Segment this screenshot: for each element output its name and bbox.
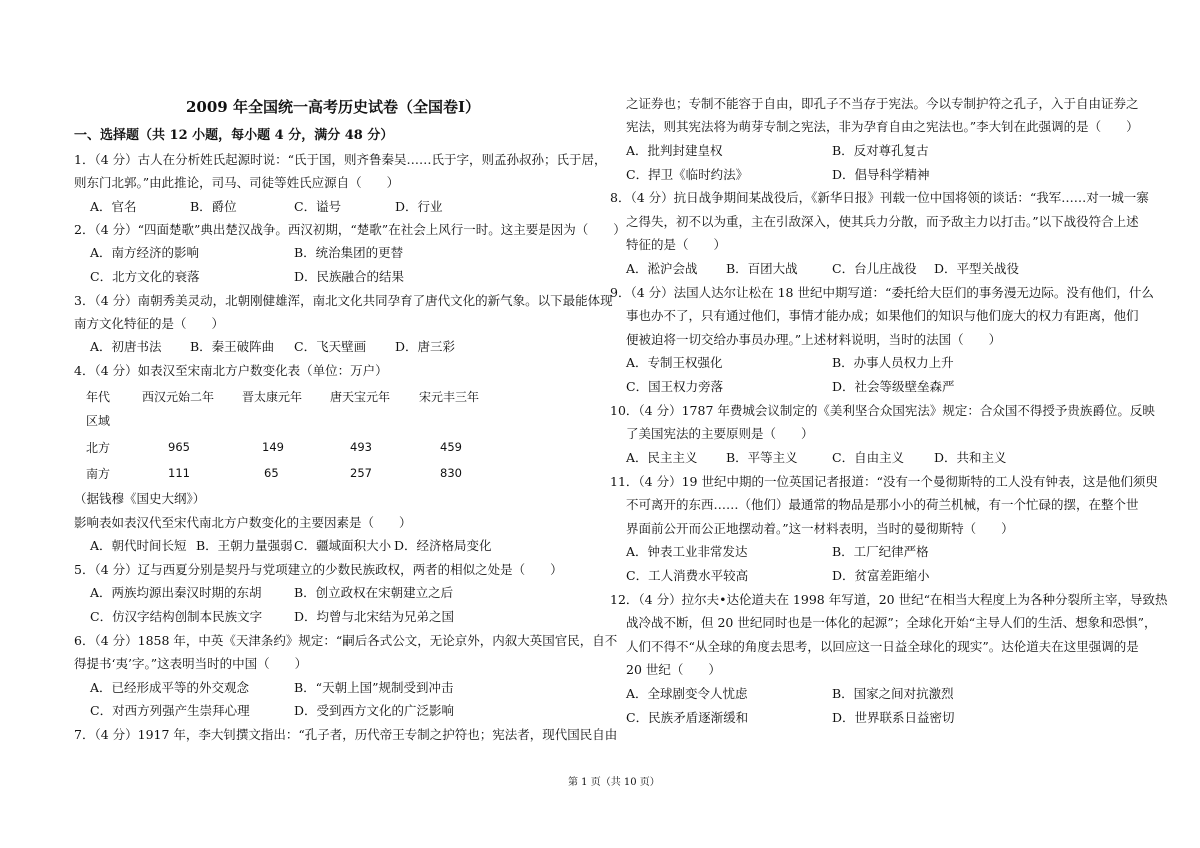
question-12-option-c[interactable]: C．民族矛盾逐渐缓和 (626, 710, 749, 725)
question-5-option-a[interactable]: A．两族均源出秦汉时期的东胡 (90, 585, 262, 600)
question-12-option-d[interactable]: D．世界联系日益密切 (832, 710, 955, 725)
question-9-option-b[interactable]: B．办事人员权力上升 (832, 355, 954, 370)
table-header-era: 年代 (86, 390, 111, 404)
table-header-region: 区域 (86, 414, 111, 428)
question-8-option-b[interactable]: B．百团大战 (726, 261, 798, 276)
question-2-option-b[interactable]: B．统治集团的更替 (294, 245, 404, 260)
table-row-north-label: 北方 (86, 441, 111, 455)
table-cell-north-1: 965 (168, 440, 190, 454)
page-footer: 第 1 页（共 10 页） (568, 777, 660, 788)
question-10-line-2: 了美国宪法的主要原则是（ ） (626, 426, 814, 441)
question-8-line-2: 之得失，初不以为重，主在引敌深入，使其兵力分散，而予敌主力以打击。”以下战役符合上述 (626, 214, 1139, 229)
question-8-line-1: 8．（4 分）抗日战争期间某战役后，《新华日报》刊载一位中国将领的谈话：“我军……对一城一寨 (610, 190, 1149, 205)
question-1-option-a[interactable]: A．官名 (90, 199, 137, 214)
table-cell-north-4: 459 (440, 440, 462, 454)
question-9-option-d[interactable]: D．社会等级壁垒森严 (832, 379, 955, 394)
question-9-option-c[interactable]: C．国王权力旁落 (626, 379, 724, 394)
question-8-option-c[interactable]: C．台儿庄战役 (832, 261, 917, 276)
question-1-line-2: 则东门北郭。”由此推论，司马、司徒等姓氏应源自（ ） (74, 175, 400, 190)
question-1-line-1: 1．（4 分）古人在分析姓氏起源时说：“氏于国，则齐鲁秦吴……氏于字，则孟孙叔孙；氏于居， (74, 152, 607, 167)
question-3-line-2: 南方文化特征的是（ ） (74, 316, 225, 331)
question-10-option-a[interactable]: A．民主主义 (626, 450, 698, 465)
question-12-line-4: 20 世纪（ ） (626, 662, 721, 677)
question-11-option-b[interactable]: B．工厂纪律严格 (832, 544, 929, 559)
question-7-line-3: 宪法，则其宪法将为萌芽专制之宪法，非为孕育自由之宪法也。”李大钊在此强调的是（ ） (626, 119, 1139, 134)
section-heading: 一、选择题（共 12 小题，每小题 4 分，满分 48 分） (74, 128, 394, 143)
question-11-option-c[interactable]: C．工人消费水平较高 (626, 568, 749, 583)
table-cell-south-2: 65 (264, 466, 279, 480)
table-cell-south-3: 257 (350, 466, 372, 480)
question-9-option-a[interactable]: A．专制王权强化 (626, 355, 723, 370)
question-12-option-b[interactable]: B．国家之间对抗激烈 (832, 686, 954, 701)
question-3-line-1: 3．（4 分）南朝秀美灵动，北朝刚健雄浑，南北文化共同孕育了唐代文化的新气象。以下最能体现 (74, 293, 613, 308)
question-6-option-d[interactable]: D．受到西方文化的广泛影响 (294, 703, 455, 718)
question-4-question: 影响表如表汉代至宋代南北方户数变化的主要因素是（ ） (74, 515, 412, 530)
question-6-option-c[interactable]: C．对西方列强产生崇拜心理 (90, 703, 250, 718)
table-cell-north-2: 149 (262, 440, 284, 454)
question-2-option-c[interactable]: C．北方文化的衰落 (90, 269, 200, 284)
table-cell-north-3: 493 (350, 440, 372, 454)
question-6-line-1: 6．（4 分）1858 年，中英《天津条约》规定：“嗣后各式公文，无论京外，内叙大英国官民，自不 (74, 633, 618, 648)
question-3-option-c[interactable]: C．飞天壁画 (294, 339, 367, 354)
question-11-line-1: 11．（4 分）19 世纪中期的一位英国记者报道：“没有一个曼彻斯特的工人没有钟表，这是他们须臾 (610, 474, 1158, 489)
question-4-option-b[interactable]: B．王朝力量强弱 (196, 538, 293, 553)
table-header-col-4: 宋元丰三年 (419, 390, 480, 404)
question-4-option-c[interactable]: C．疆域面积大小 (294, 538, 392, 553)
question-10-line-1: 10．（4 分）1787 年费城会议制定的《美利坚合众国宪法》规定：合众国不得授予贵族爵位。反映 (610, 403, 1155, 418)
question-3-option-d[interactable]: D．唐三彩 (395, 339, 456, 354)
question-4-option-a[interactable]: A．朝代时间长短 (90, 538, 187, 553)
question-5-option-b[interactable]: B．创立政权在宋朝建立之后 (294, 585, 454, 600)
household-table (74, 384, 534, 494)
question-1-option-c[interactable]: C．谥号 (294, 199, 342, 214)
question-1-option-d[interactable]: D．行业 (395, 199, 443, 214)
question-11-option-d[interactable]: D．贫富差距缩小 (832, 568, 930, 583)
question-8-option-d[interactable]: D．平型关战役 (934, 261, 1020, 276)
question-5-line-1: 5．（4 分）辽与西夏分别是契丹与党项建立的少数民族政权，两者的相似之处是（ ） (74, 562, 563, 577)
question-1-option-b[interactable]: B．爵位 (190, 199, 237, 214)
question-2-option-d[interactable]: D．民族融合的结果 (294, 269, 405, 284)
question-4-option-d[interactable]: D．经济格局变化 (394, 538, 492, 553)
question-6-option-b[interactable]: B．“天朝上国”规制受到冲击 (294, 680, 454, 695)
question-7-option-d[interactable]: D．倡导科学精神 (832, 167, 930, 182)
question-6-line-2: 得提书‘夷’字。”这表明当时的中国（ ） (74, 656, 308, 671)
question-7-line-2: 之证券也；专制不能容于自由，即孔子不当存于宪法。今以专制护符之孔子，入于自由证券之 (626, 96, 1139, 111)
question-10-option-c[interactable]: C．自由主义 (832, 450, 905, 465)
question-4-line-1: 4．（4 分）如表汉至宋南北方户数变化表（单位：万户） (74, 363, 388, 378)
page-title: 2009 年全国统一高考历史试卷（全国卷Ⅰ） (186, 98, 480, 116)
question-11-line-3: 界面前公开而公正地摆动着。”这一材料表明，当时的曼彻斯特（ ） (626, 521, 1014, 536)
question-7-option-b[interactable]: B．反对尊孔复古 (832, 143, 929, 158)
question-9-line-2: 事也办不了，只有通过他们，事情才能办成；如果他们的知识与他们庞大的权力有距离，他们 (626, 308, 1139, 323)
question-3-option-a[interactable]: A．初唐书法 (90, 339, 162, 354)
table-row-south-label: 南方 (86, 467, 111, 481)
question-11-line-2: 不可离开的东西……（他们）最通常的物品是那小小的荷兰机械，有一个忙碌的摆，在整个世 (626, 497, 1139, 512)
question-11-option-a[interactable]: A．钟表工业非常发达 (626, 544, 748, 559)
table-header-col-2: 晋太康元年 (242, 390, 303, 404)
question-10-option-b[interactable]: B．平等主义 (726, 450, 798, 465)
question-12-line-2: 战冷战不断，但 20 世纪同时也是一体化的起源”；全球化开始“主导人们的生活、想象和恐惧”， (626, 615, 1157, 630)
question-9-line-3: 便被迫将一切交给办事员办理。”上述材料说明，当时的法国（ ） (626, 332, 1002, 347)
question-2-line-1: 2．（4 分）“四面楚歌”典出楚汉战争。西汉初期，“楚歌”在社会上风行一时。这主要是因为（ ） (74, 222, 626, 237)
question-3-option-b[interactable]: B．秦王破阵曲 (190, 339, 275, 354)
table-cell-south-4: 830 (440, 466, 462, 480)
table-header-col-1: 西汉元始二年 (142, 390, 215, 404)
question-12-line-3: 人们不得不“从全球的角度去思考，以回应这一日益全球化的现实”。达伦道夫在这里强调的是 (626, 639, 1139, 654)
question-4-source: （据钱穆《国史大纲》） (74, 491, 206, 506)
question-10-option-d[interactable]: D．共和主义 (934, 450, 1007, 465)
question-2-option-a[interactable]: A．南方经济的影响 (90, 245, 200, 260)
question-7-option-a[interactable]: A．批判封建皇权 (626, 143, 723, 158)
question-5-option-c[interactable]: C．仿汉字结构创制本民族文字 (90, 609, 263, 624)
question-6-option-a[interactable]: A．已经形成平等的外交观念 (90, 680, 250, 695)
question-7-line-1: 7．（4 分）1917 年，李大钊撰文指出：“孔子者，历代帝王专制之护符也；宪法者，现代国民自由 (74, 727, 618, 742)
question-8-line-3: 特征的是（ ） (626, 237, 727, 252)
question-7-option-c[interactable]: C．捍卫《临时约法》 (626, 167, 749, 182)
question-5-option-d[interactable]: D．均曾与北宋结为兄弟之国 (294, 609, 455, 624)
question-12-line-1: 12．（4 分）拉尔夫•达伦道夫在 1998 年写道，20 世纪“在相当大程度上为各种分裂所主宰，导致热 (610, 592, 1168, 607)
question-12-option-a[interactable]: A．全球剧变令人忧虑 (626, 686, 748, 701)
table-cell-south-1: 111 (168, 466, 190, 480)
question-8-option-a[interactable]: A．淞沪会战 (626, 261, 698, 276)
table-header-col-3: 唐天宝元年 (330, 390, 391, 404)
question-9-line-1: 9．（4 分）法国人达尔让松在 18 世纪中期写道：“委托给大臣们的事务漫无边际。没有他们，什么 (610, 285, 1154, 300)
